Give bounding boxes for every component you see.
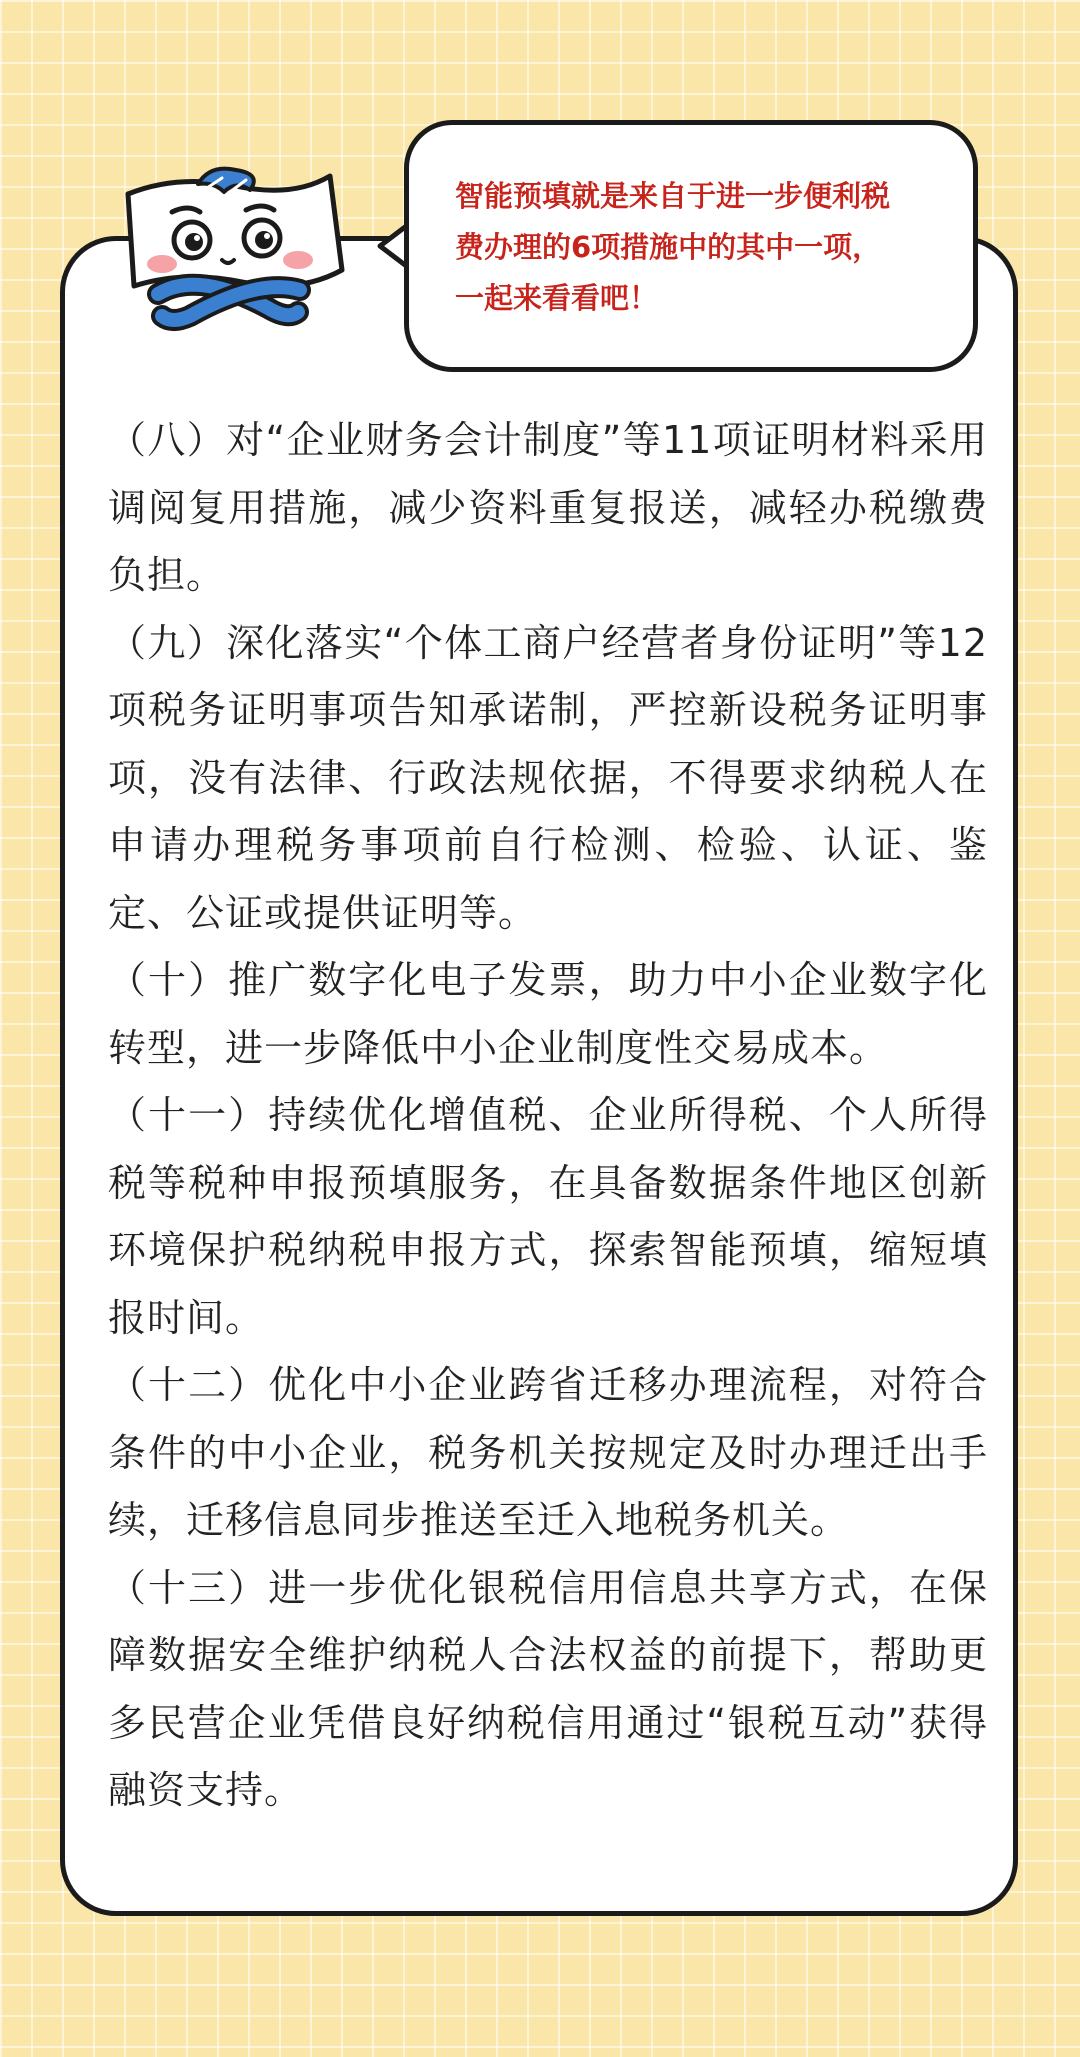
bubble-line: 一起来看看吧！ xyxy=(455,281,659,315)
measure-item-10: （十）推广数字化电子发票，助力中小企业数字化转型，进一步降低中小企业制度性交易成本。 xyxy=(108,958,988,1070)
bubble-line: 智能预填就是来自于进一步便利税 xyxy=(455,179,891,213)
measure-item-12: （十二）优化中小企业跨省迁移办理流程，对符合条件的中小企业，税务机关按规定及时办理迁出手续，迁移信息同步推送至迁入地税务机关。 xyxy=(108,1363,988,1542)
measure-item-13: （十三）进一步优化银税信用信息共享方式，在保障数据安全维护纳税人合法权益的前提下，帮助更多民营企业凭借良好纳税信用通过“银税互动”获得融资支持。 xyxy=(108,1565,988,1812)
speech-bubble xyxy=(404,120,978,372)
measures-text xyxy=(108,407,988,1825)
bubble-line: 费办理的6项措施中的其中一项， xyxy=(455,230,882,264)
measure-item-11: （十一）持续优化增值税、企业所得税、个人所得税等税种申报预填服务，在具备数据条件地区创新环境保护税纳税申报方式，探索智能预填，缩短填报时间。 xyxy=(108,1093,988,1340)
measure-item-8: （八）对“企业财务会计制度”等11项证明材料采用调阅复用措施，减少资料重复报送，减轻办税缴费负担。 xyxy=(108,418,988,597)
mascot-icon xyxy=(118,166,358,338)
measure-item-9: （九）深化落实“个体工商户经营者身份证明”等12项税务证明事项告知承诺制，严控新设税务证明事项，没有法律、行政法规依据，不得要求纳税人在申请办理税务事项前自行检测、检验、认证、鉴定、公证或提供证明等。 xyxy=(108,620,988,935)
